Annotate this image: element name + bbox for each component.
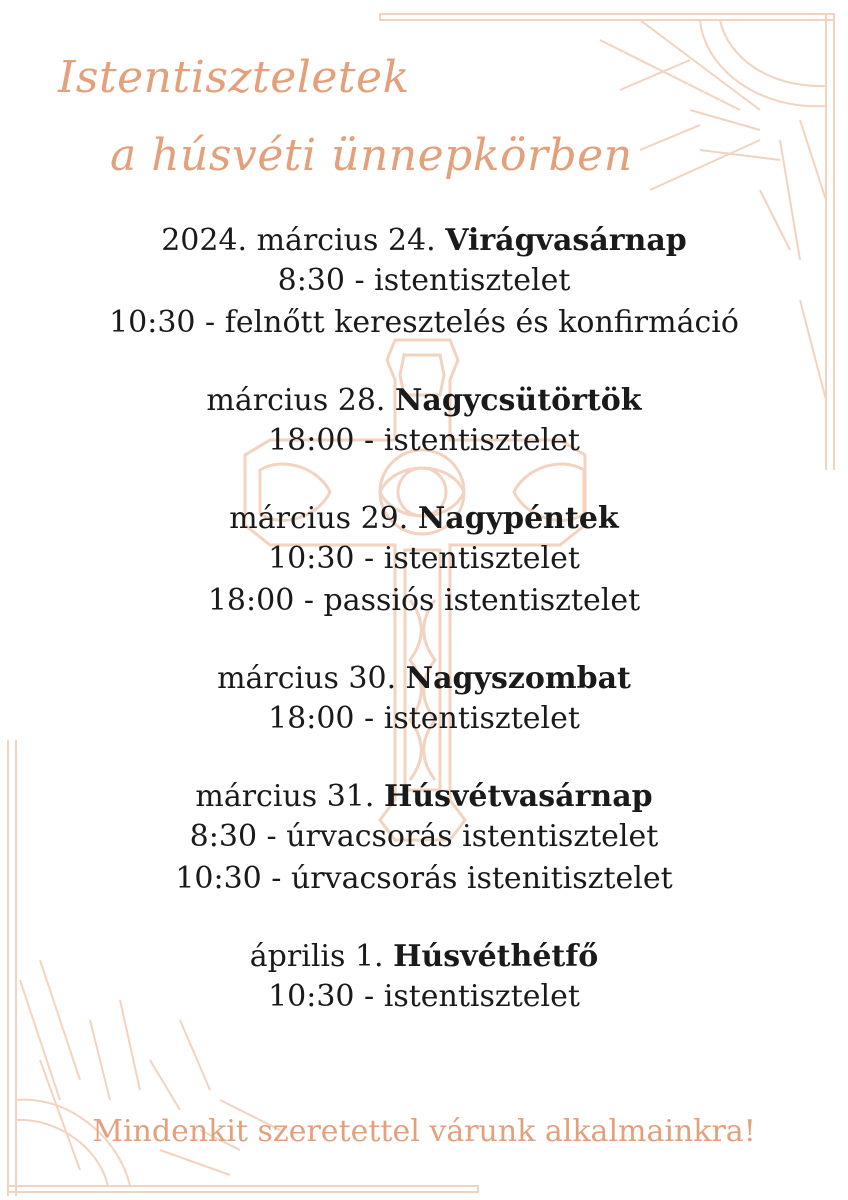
- event-list: [0, 222, 848, 1056]
- event-day: Húsvéthétfő: [393, 939, 599, 974]
- service-item: 18:00 - istentisztelet: [268, 423, 580, 458]
- event-day: Húsvétvasárnap: [383, 779, 653, 814]
- service-item: 8:30 - úrvacsorás istentisztelet: [189, 819, 659, 854]
- service-item: 10:30 - felnőtt keresztelés és konfirmáció: [109, 305, 739, 340]
- event-nagypentek: [0, 500, 848, 622]
- event-day: Nagypéntek: [417, 501, 619, 536]
- event-heading: [0, 500, 848, 538]
- invitation-footer: Mindenkit szeretettel várunk alkalmainkra!: [92, 1114, 756, 1149]
- service-item: 8:30 - istentisztelet: [277, 263, 571, 298]
- event-heading: [0, 660, 848, 698]
- event-date: április 1.: [249, 939, 394, 974]
- service-item: 10:30 - istentisztelet: [268, 541, 580, 576]
- event-heading: [0, 778, 848, 816]
- event-date: 2024. március 24.: [161, 223, 446, 258]
- event-viragvasarnap: [0, 222, 848, 344]
- service-item: 10:30 - úrvacsorás istenitisztelet: [175, 861, 673, 896]
- event-date: március 31.: [195, 779, 384, 814]
- page-title: [0, 0, 848, 200]
- event-nagycsutortok: [0, 382, 848, 462]
- event-date: március 29.: [229, 501, 418, 536]
- title-line-2: a húsvéti ünnepkörben: [110, 130, 633, 181]
- title-line-1: Istentiszteletek: [58, 52, 410, 103]
- event-nagyszombat: [0, 660, 848, 740]
- event-husvetvasarnap: [0, 778, 848, 900]
- service-item: 10:30 - istentisztelet: [268, 979, 580, 1014]
- service-item: 18:00 - passiós istentisztelet: [207, 583, 641, 618]
- event-husvethetfo: [0, 938, 848, 1018]
- event-day: Virágvasárnap: [445, 223, 687, 258]
- event-heading: [0, 938, 848, 976]
- event-day: Nagycsütörtök: [395, 383, 642, 418]
- event-date: március 30.: [217, 661, 406, 696]
- event-heading: [0, 382, 848, 420]
- event-date: március 28.: [206, 383, 395, 418]
- service-item: 18:00 - istentisztelet: [268, 701, 580, 736]
- event-heading: [0, 222, 848, 260]
- event-day: Nagyszombat: [405, 661, 631, 696]
